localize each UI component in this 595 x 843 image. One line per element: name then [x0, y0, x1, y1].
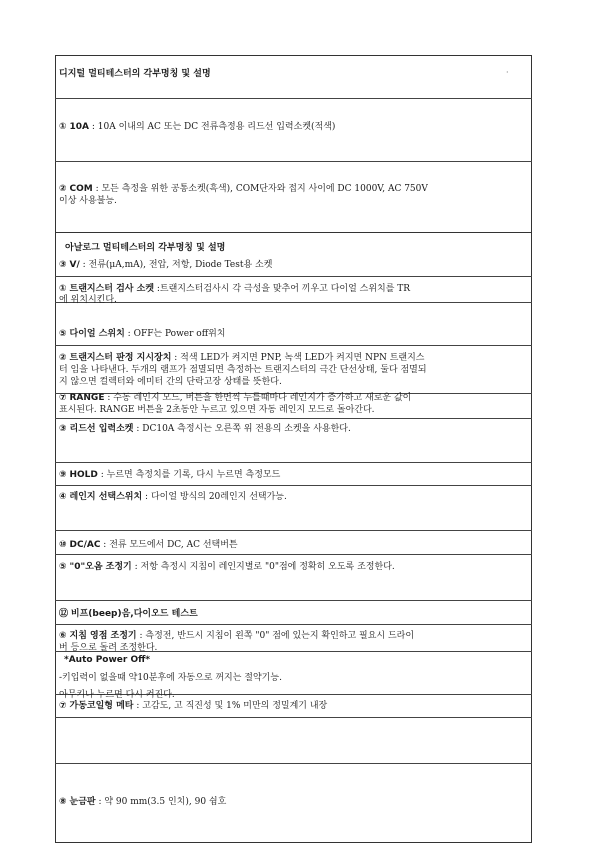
- item-tr-indicator-cont: 지 않으면 컬렉터와 에미터 간의 단락고장 상태를 뜻한다.: [59, 377, 282, 387]
- auto-power-off-desc: -키입력이 없을때 약10분후에 자동으로 꺼지는 절약기능.: [59, 673, 282, 683]
- item-term: 리드선 입력소켓: [69, 424, 134, 434]
- item-term: "0"오옴 조정기: [69, 562, 132, 572]
- item-number: ⑩: [59, 540, 67, 550]
- item-com-cont: 이상 사용불능.: [59, 196, 117, 206]
- item-dial-switch: [59, 328, 226, 340]
- item-desc: : 약 90 mm(3.5 인치), 90 쉼호: [95, 797, 227, 807]
- item-desc: : 전류 모드에서 DC, AC 선택버튼: [100, 540, 238, 550]
- item-number: ④: [59, 492, 67, 502]
- item-number: ⑦: [59, 393, 67, 403]
- item-number: ⑤: [59, 562, 67, 572]
- section-divider: [55, 232, 532, 233]
- item-desc: : 저항 측정시 지침이 레인지별로 "0"점에 정확히 오도록 조정한다.: [131, 562, 395, 572]
- item-desc: : 고감도, 고 직진성 및 1% 미만의 정밀계기 내장: [133, 701, 328, 711]
- item-desc: :트랜지스터검사시 각 극성을 맞추어 끼우고 다이얼 스위치를 TR: [154, 284, 411, 294]
- row-divider: [55, 717, 532, 718]
- item-desc: : 모든 측정을 위한 공통소켓(흑색), COM단자와 접지 사이에 DC 1000V, AC 750V: [92, 184, 428, 194]
- item-number: ③: [59, 424, 67, 434]
- item-range-select: [59, 491, 287, 503]
- item-term: COM: [69, 184, 93, 194]
- item-number: ①: [59, 122, 67, 132]
- item-number: ⑫: [59, 609, 69, 619]
- item-number: ⑨: [59, 470, 67, 480]
- item-term: 눈금판: [69, 797, 96, 807]
- item-desc: : 측정전, 반드시 지침이 왼쪽 "0" 점에 있는지 확인하고 필요시 드라이: [136, 631, 415, 641]
- item-term: V/: [69, 260, 80, 270]
- item-10a: [59, 121, 335, 133]
- item-number: ②: [59, 184, 67, 194]
- item-lead-socket: [59, 423, 351, 435]
- item-desc: : 다이얼 방식의 20레인지 선택가능.: [142, 492, 287, 502]
- item-term: 지침 영점 조정기: [69, 631, 137, 641]
- item-term: 다이얼 스위치: [69, 329, 125, 339]
- item-desc: : OFF는 Power off위치: [124, 329, 226, 339]
- item-tr-indicator: [59, 352, 425, 364]
- row-divider: [55, 600, 532, 601]
- section-title-digital: 디지털 멀티테스터의 각부명칭 및 설명: [59, 69, 211, 79]
- row-divider: [55, 418, 532, 419]
- auto-power-off-title: *Auto Power Off*: [64, 655, 151, 665]
- row-divider: [55, 530, 532, 531]
- row-divider: [55, 462, 532, 463]
- row-divider: [55, 302, 532, 303]
- item-term: 가동코일형 메타: [69, 701, 134, 711]
- item-tr-socket-cont: 에 위치시킨다.: [59, 295, 117, 305]
- margin-mark: ·: [506, 68, 509, 77]
- item-range-cont: 표시된다. RANGE 버튼을 2초동안 누르고 있으면 자동 레인지 모드로 돌아간다.: [59, 405, 375, 415]
- item-com: [59, 183, 428, 195]
- item-desc: : 누르면 측정치를 기록, 다시 누르면 측정모드: [97, 470, 281, 480]
- item-zero-ohm: [59, 561, 395, 573]
- row-divider: [55, 485, 532, 486]
- section-title-analog: 아날로그 멀티테스터의 각부명칭 및 설명: [65, 243, 226, 253]
- item-needle-zero-cont: 버 등으로 돌려 조정한다.: [59, 643, 158, 653]
- item-beep-diode: [59, 608, 198, 620]
- item-desc: : DC10A 측정시는 오른쪽 위 전용의 소켓을 사용한다.: [133, 424, 351, 434]
- row-divider: [55, 161, 532, 162]
- item-tr-indicator-cont: 터 임을 나타낸다. 두개의 램프가 점멸되면 측정하는 트랜지스터의 극간 단선상태, 둘다 점멸되: [59, 365, 427, 375]
- item-term: 트랜지스터 검사 소켓: [69, 284, 155, 294]
- item-term: 레인지 선택스위치: [69, 492, 143, 502]
- item-number: ⑧: [59, 797, 67, 807]
- item-scale-plate: [59, 796, 226, 808]
- row-divider: [55, 763, 532, 764]
- row-divider: [55, 554, 532, 555]
- item-number: ⑦: [59, 701, 67, 711]
- item-term: 비프(beep)음,다이오드 테스트: [70, 609, 198, 619]
- item-number: ②: [59, 353, 67, 363]
- item-term: HOLD: [69, 470, 98, 480]
- item-term: DC/AC: [69, 540, 101, 550]
- item-moving-coil: [59, 700, 327, 712]
- item-number: ⑥: [59, 631, 67, 641]
- item-hold: [59, 469, 280, 481]
- item-number: ③: [59, 260, 67, 270]
- item-needle-zero: [59, 630, 414, 642]
- item-dcac: [59, 539, 238, 551]
- item-desc: : 10A 이내의 AC 또는 DC 전류측정용 리드선 입력소켓(적색): [89, 122, 336, 132]
- row-divider: [55, 624, 532, 625]
- row-divider: [55, 345, 532, 346]
- document-frame: [55, 55, 532, 843]
- item-number: ⑤: [59, 329, 67, 339]
- row-divider: [55, 276, 532, 277]
- item-desc: : 수동 레인지 모드, 버튼을 한번씩 누를때마다 레인지가 증가하고 새로운 값이: [104, 393, 412, 403]
- auto-power-off-desc: 아무키나 누르면 다시 켜진다.: [59, 690, 175, 700]
- item-term: RANGE: [69, 393, 105, 403]
- item-v-socket: [59, 259, 272, 271]
- item-desc: : 전류(μA,mA), 전압, 저항, Diode Test용 소켓: [79, 260, 273, 270]
- item-term: 트랜지스터 판정 지시장치: [69, 353, 172, 363]
- item-number: ①: [59, 284, 67, 294]
- item-desc: : 적색 LED가 켜지면 PNP, 녹색 LED가 켜지면 NPN 트랜지스: [171, 353, 425, 363]
- item-term: 10A: [69, 122, 89, 132]
- row-divider: [55, 98, 532, 99]
- item-range: [59, 392, 411, 404]
